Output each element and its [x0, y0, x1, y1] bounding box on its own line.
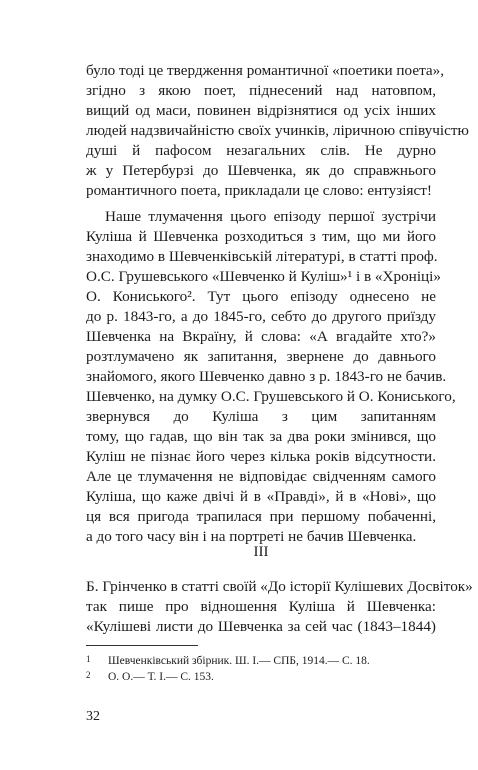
text-line: Шевченка на Вкраїну, й слова: «А вгадайте хто?» — [86, 328, 436, 345]
page-number: 32 — [86, 709, 100, 724]
text-line: Куліша, що каже двічі й в «Правді», й в «Нові», що — [86, 488, 436, 505]
text-line: а до того часу він і на портреті не бачив Шевченка. — [86, 528, 417, 545]
footnote-number: 2 — [86, 670, 91, 680]
text-line: тому, що гадав, що він так за два роки змінився, що — [86, 428, 436, 445]
text-line: так пише про відношення Куліша й Шевченка: — [86, 598, 436, 615]
footnote-number: 1 — [86, 654, 91, 664]
text-line: Шевченко, на думку О.С. Грушевського й О. Кониського, — [86, 388, 456, 405]
text-line: Наше тлумачення цього епізоду першої зустрічи — [105, 208, 436, 225]
text-line: звернувся до Куліша з цим запитанням — [86, 408, 436, 425]
footnote-rule — [86, 645, 198, 646]
text-line: Але це тлумачення не відповідає свідченням самого — [86, 468, 436, 485]
text-line: О. Кониського². Тут цього епізоду однесено не — [86, 288, 436, 305]
text-line: Куліша й Шевченка розходиться з тим, що ми його — [86, 228, 436, 245]
text-line: ж у Петербурзі до Шевченка, як до справжнього — [86, 162, 436, 179]
footnote-text: Шевченківський збірник. Ш. І.— СПБ, 1914.— С. 18. — [108, 655, 370, 667]
text-line: «Кулішеві листи до Шевченка за сей час (1843–1844) — [86, 618, 436, 635]
text-line: О.С. Грушевського «Шевченко й Куліш»¹ і в «Хроніці» — [86, 268, 441, 285]
text-line: романтичного поета, прикладали це слово: ентузіяст! — [86, 182, 432, 199]
section-heading: III — [253, 544, 269, 560]
text-line: Куліш не пізнає його через кілька років відсутности. — [86, 448, 436, 465]
text-line: знайомого, якого Шевченко давно з р. 1843-го не бачив. — [86, 368, 447, 385]
footnote-text: О. О.— Т. І.— С. 153. — [108, 671, 214, 683]
text-line: розтлумачено як запитання, звернене до давнього — [86, 348, 436, 365]
text-line: людей надзвичайністю своїх учинків, ліричною співучістю — [86, 122, 469, 139]
text-line: знаходимо в Шевченківській літературі, в статті проф. — [86, 248, 438, 265]
text-line: до р. 1843-го, а до 1845-го, себто до другого приїзду — [86, 308, 436, 325]
text-line: ця вся пригода трапилася при першому побаченні, — [86, 508, 436, 525]
text-line: Б. Грінченко в статті своїй «До історії Кулішевих Досвіток» — [86, 578, 473, 595]
text-line: душі й пафосом незагальних слів. Не дурно — [86, 142, 436, 159]
text-line: було тоді це твердження романтичної «поетики поета», — [86, 62, 445, 79]
text-line: згідно з якою поет, піднесений над натовпом, — [86, 82, 436, 99]
text-line: вищий од маси, повинен відрізнятися од усіх інших — [86, 102, 436, 119]
